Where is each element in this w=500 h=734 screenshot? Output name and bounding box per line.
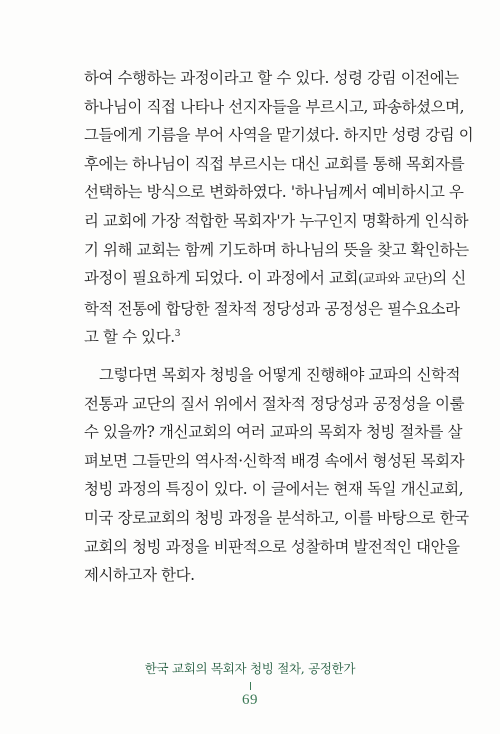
text-line: 학적 전통에 합당한 절차적 정당성과 공정성은 필수요소라 (84, 299, 460, 318)
page-number: 69 (242, 692, 258, 708)
paragraph-1 (84, 64, 474, 352)
parenthetical-note: (교파와 교단) (358, 272, 433, 288)
text-line: 교회의 청빙 과정을 비판적으로 성찰하며 발전적인 대안을 (84, 537, 460, 556)
paragraph-2 (84, 361, 469, 590)
text-line: 전통과 교단의 질서 위에서 절차적 정당성과 공정성을 이룰 (84, 394, 465, 413)
text-line: 그들에게 기름을 부어 사역을 맡기셨다. 하지만 성령 강림 이 (84, 126, 474, 145)
text-segment: 의 신 (432, 269, 466, 288)
text-line: 리 교회에 가장 적합한 목회자'가 누구인지 명확하게 인식하 (84, 211, 469, 230)
text-line: 선택하는 방식으로 변화하였다. '하나님께서 예비하시고 우 (84, 183, 464, 202)
text-line (84, 323, 426, 352)
text-line: 제시하고자 한다. (84, 566, 195, 585)
running-head: 한국 교회의 목회자 청빙 절차, 공정한가 (144, 661, 356, 676)
text-line: 미국 장로교회의 청빙 과정을 분석하고, 이를 바탕으로 한국 (84, 508, 469, 527)
text-segment: 과정이 필요하게 되었다. 이 과정에서 교회 (84, 269, 359, 288)
text-line: 수 있을까? 개신교회의 여러 교파의 목회자 청빙 절차를 살 (84, 423, 463, 442)
page-footer (0, 659, 500, 709)
footer-divider (250, 682, 251, 690)
text-line: 그렇다면 목회자 청빙을 어떻게 진행해야 교파의 신학적 (99, 365, 461, 384)
footnote-marker[interactable]: 3 (174, 329, 181, 340)
text-line: 하여 수행하는 과정이라고 할 수 있다. 성령 강림 이전에는 (84, 69, 459, 87)
text-segment: 고 할 수 있다. (84, 328, 175, 347)
text-line (84, 264, 466, 295)
text-line: 청빙 과정의 특징이 있다. 이 글에서는 현재 독일 개신교회, (84, 480, 464, 499)
text-line: 후에는 하나님이 직접 부르시는 대신 교회를 통해 목회자를 (84, 154, 465, 173)
text-line: 펴보면 그들만의 역사적·신학적 배경 속에서 형성된 목회자 (84, 451, 465, 470)
text-line: 하나님이 직접 나타나 선지자들을 부르시고, 파송하셨으며, (84, 97, 465, 116)
body-text (84, 64, 474, 590)
text-line: 기 위해 교회는 함께 기도하며 하나님의 뜻을 찾고 확인하는 (84, 240, 469, 259)
